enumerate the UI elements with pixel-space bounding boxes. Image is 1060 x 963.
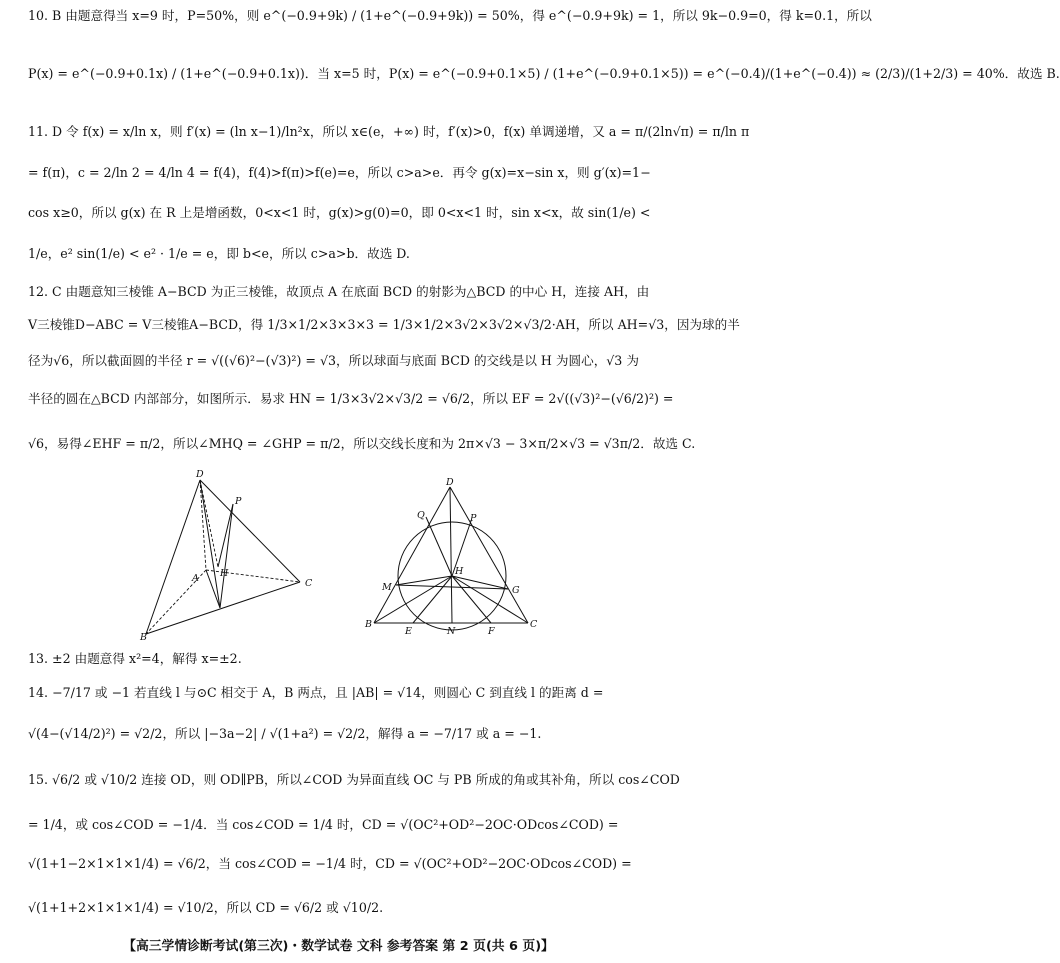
p10-line-1: 10. B 由题意得当 x=9 时，P=50%，则 e^(−0.9+9k) / (1+e^(−0.9+9k)) = 50%，得 e^(−0.9+9k) = 1，所以 9k−0.9=0，得 k=0.1，所以	[28, 8, 872, 23]
p10-line-2: P(x) = e^(−0.9+0.1x) / (1+e^(−0.9+0.1x))．当 x=5 时，P(x) = e^(−0.9+0.1×5) / (1+e^(−0.9+0.1×5)) = e^(−0.4)/(1+e^(−0.4)) ≈ (2/3)/(1+2/3) = 40%．故选 B.	[28, 66, 1060, 81]
p14-line-2: √(4−(√14/2)²) = √2/2，所以 |−3a−2| / √(1+a²) = √2/2，解得 a = −7/17 或 a = −1.	[28, 726, 542, 741]
p13-line-1: 13. ±2 由题意得 x²=4，解得 x=±2.	[28, 651, 242, 666]
pyramid-figure	[140, 469, 320, 643]
label-P: P	[235, 496, 242, 507]
p12-line-4: 半径的圆在△BCD 内部部分，如图所示．易求 HN = 1/3×3√2×√3/2 = √6/2，所以 EF = 2√((√3)²−(√6/2)²) =	[28, 391, 674, 406]
circle-triangle-figure	[362, 477, 542, 637]
circle-triangle-lines	[374, 487, 528, 630]
p15-line-3: √(1+1−2×1×1×1/4) = √6/2，当 cos∠COD = −1/4 时，CD = √(OC²+OD²−2OC·ODcos∠COD) =	[28, 856, 632, 871]
p12-line-3: 径为√6，所以截面圆的半径 r = √((√6)²−(√3)²) = √3，所以球面与底面 BCD 的交线是以 H 为圆心，√3 为	[28, 353, 639, 368]
p12-line-5: √6，易得∠EHF = π/2，所以∠MHQ = ∠GHP = π/2，所以交线长度和为 2π×√3 − 3×π/2×√3 = √3π/2．故选 C.	[28, 436, 696, 451]
label-B: B	[365, 619, 372, 630]
p11-line-4: 1/e，e² sin(1/e) < e² · 1/e = e，即 b<e，所以 c>a>b．故选 D.	[28, 246, 410, 261]
label-D: D	[446, 477, 454, 488]
label-D: D	[196, 469, 204, 480]
label-B: B	[140, 632, 147, 643]
page-footer: 【高三学情诊断考试(第三次)・数学试卷 文科 参考答案 第 2 页(共 6 页)】	[123, 939, 554, 954]
p14-line-1: 14. −7/17 或 −1 若直线 l 与⊙C 相交于 A，B 两点，且 |AB| = √14，则圆心 C 到直线 l 的距离 d =	[28, 685, 604, 700]
p15-line-2: = 1/4，或 cos∠COD = −1/4．当 cos∠COD = 1/4 时，CD = √(OC²+OD²−2OC·ODcos∠COD) =	[28, 817, 619, 832]
label-H: H	[220, 568, 229, 579]
label-A: A	[192, 573, 199, 584]
label-P: P	[470, 513, 477, 524]
label-Q: Q	[417, 510, 425, 521]
label-F: F	[488, 626, 495, 637]
label-C: C	[530, 619, 538, 630]
pyramid-lines	[146, 480, 300, 634]
label-C: C	[305, 578, 313, 589]
p11-line-3: cos x≥0，所以 g(x) 在 R 上是增函数，0<x<1 时，g(x)>g(0)=0，即 0<x<1 时，sin x<x，故 sin(1/e) <	[28, 205, 651, 220]
p15-line-4: √(1+1+2×1×1×1/4) = √10/2，所以 CD = √6/2 或 √10/2.	[28, 900, 384, 915]
label-G: G	[512, 585, 520, 596]
p11-line-2: = f(π)，c = 2/ln 2 = 4/ln 4 = f(4)，f(4)>f(π)>f(e)=e，所以 c>a>e．再令 g(x)=x−sin x，则 g′(x)=1−	[28, 165, 651, 180]
label-M: M	[382, 582, 392, 593]
label-H: H	[455, 566, 464, 577]
p15-line-1: 15. √6/2 或 √10/2 连接 OD，则 OD∥PB，所以∠COD 为异面直线 OC 与 PB 所成的角或其补角，所以 cos∠COD	[28, 772, 680, 787]
p12-line-2: V三棱锥D−ABC = V三棱锥A−BCD，得 1/3×1/2×3×3×3 = 1/3×1/2×3√2×3√2×√3/2·AH，所以 AH=√3，因为球的半	[28, 317, 740, 332]
p12-line-1: 12. C 由题意知三棱锥 A−BCD 为正三棱锥，故顶点 A 在底面 BCD 的射影为△BCD 的中心 H，连接 AH，由	[28, 284, 650, 299]
p11-line-1: 11. D 令 f(x) = x/ln x，则 f′(x) = (ln x−1)/ln²x，所以 x∈(e，+∞) 时，f′(x)>0，f(x) 单调递增，又 a = π/(2ln√π) = π/ln π	[28, 124, 750, 139]
label-E: E	[405, 626, 412, 637]
label-N: N	[447, 626, 456, 637]
